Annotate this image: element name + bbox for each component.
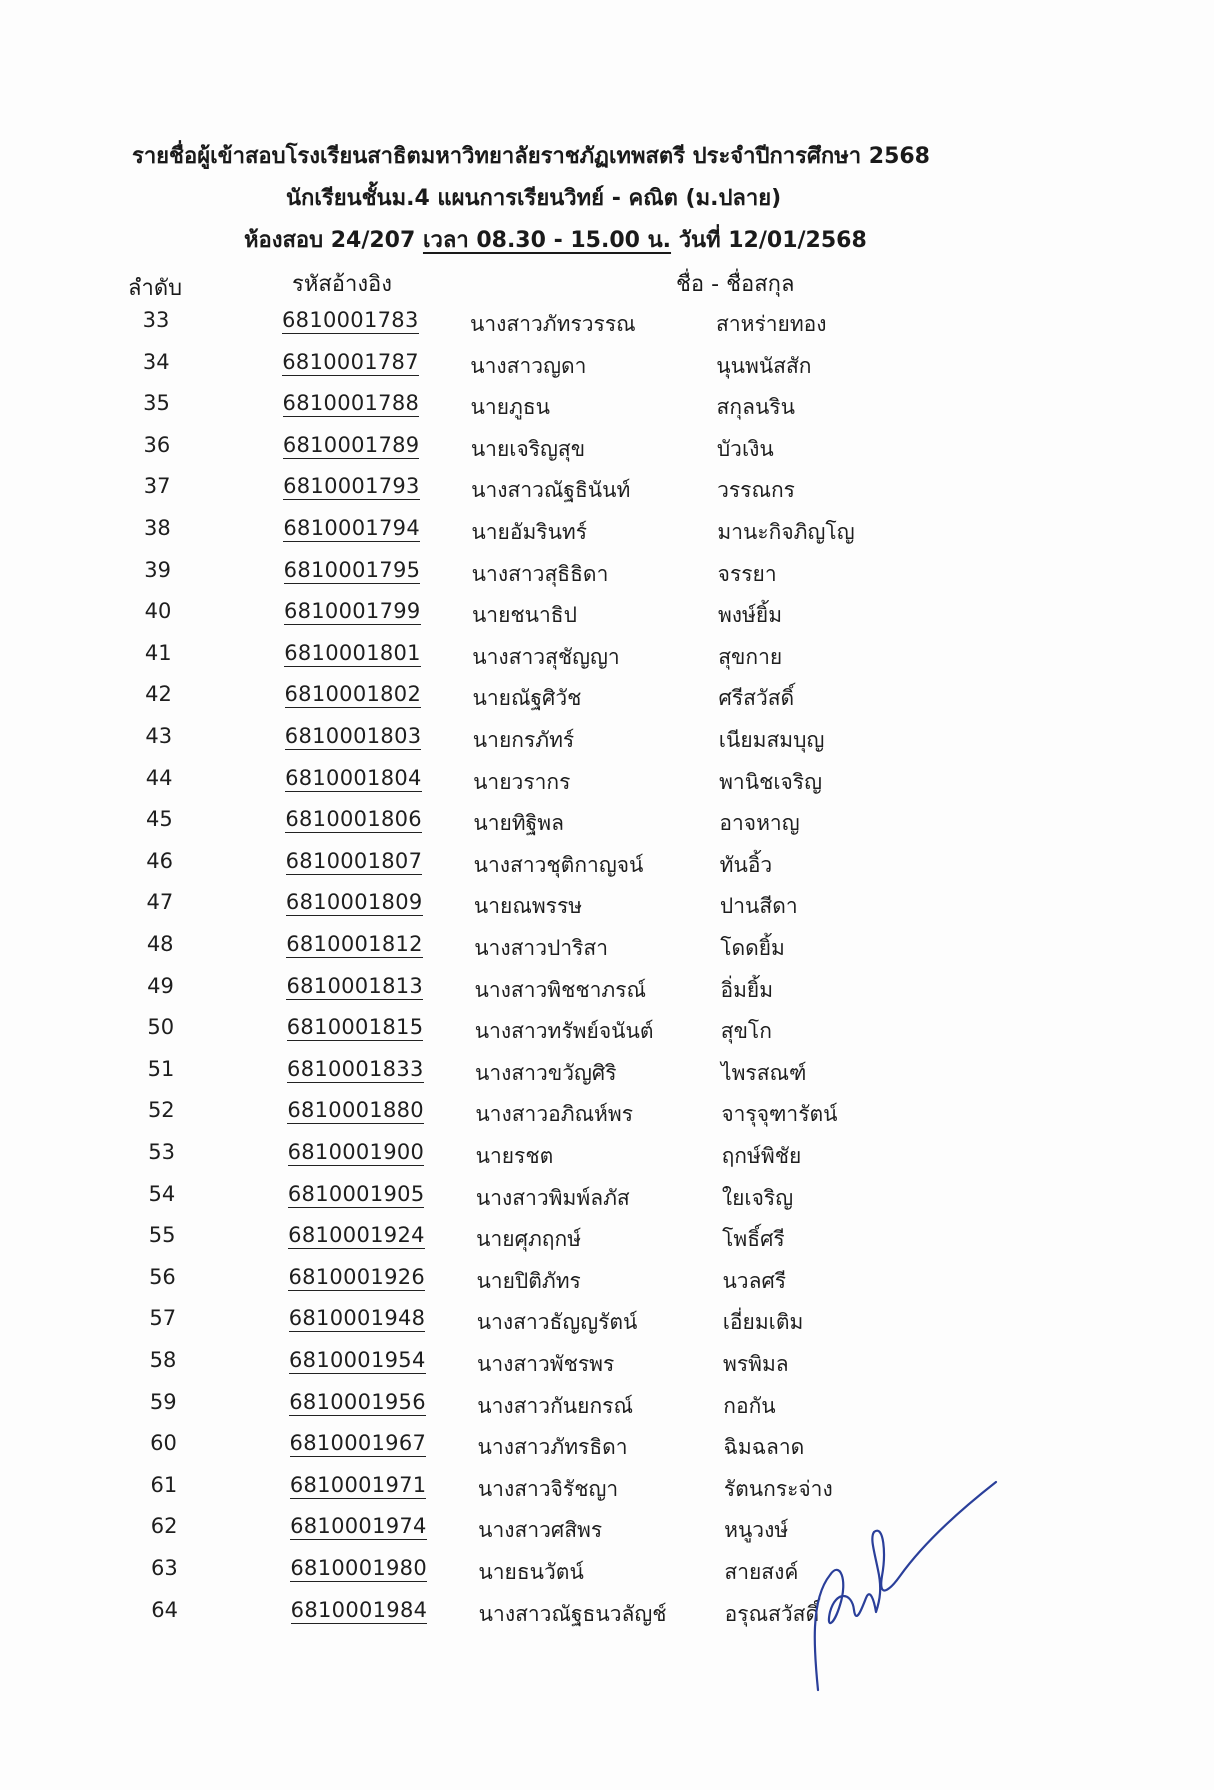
row-last-name: จรรยา xyxy=(717,561,777,586)
row-seq: 44 xyxy=(145,765,173,790)
row-seq: 52 xyxy=(147,1098,175,1123)
row-ref-code: 6810001924 xyxy=(288,1223,425,1248)
table-row xyxy=(0,599,1214,639)
row-seq: 64 xyxy=(151,1597,179,1622)
table-row xyxy=(0,1473,1214,1513)
row-ref-code: 6810001802 xyxy=(284,682,422,707)
row-seq: 62 xyxy=(150,1514,178,1539)
column-header-name: ชื่อ - ชื่อสกุล xyxy=(676,272,795,297)
row-first-name: นายเจริญสุข xyxy=(470,436,586,461)
row-last-name: นวลศรี xyxy=(722,1268,787,1293)
document-title: รายชื่อผู้เข้าสอบโรงเรียนสาธิตมหาวิทยาลัยราชภัฏเทพสตรี ประจำปีการศึกษา 2568 xyxy=(132,144,930,169)
row-last-name: ฤกษ์พิชัย xyxy=(721,1144,802,1168)
row-first-name: นายอัมรินทร์ xyxy=(471,520,588,544)
table-row xyxy=(0,1348,1214,1388)
row-first-name: นางสาวปาริสา xyxy=(474,936,609,960)
row-first-name: นายวรากร xyxy=(473,769,571,794)
row-ref-code: 6810001926 xyxy=(288,1264,426,1289)
table-row xyxy=(0,1265,1214,1305)
table-row xyxy=(0,641,1214,681)
row-ref-code: 6810001801 xyxy=(284,640,421,665)
exam-time: เวลา 08.30 - 15.00 น. xyxy=(422,228,672,253)
row-seq: 61 xyxy=(150,1472,178,1497)
row-last-name: พานิชเจริญ xyxy=(719,769,822,794)
row-last-name: สาหร่ายทอง xyxy=(716,312,827,336)
row-seq: 54 xyxy=(148,1181,176,1206)
table-row xyxy=(0,1098,1214,1138)
row-seq: 57 xyxy=(149,1306,177,1331)
row-last-name: ไพรสณฑ์ xyxy=(721,1060,807,1085)
row-first-name: นางสาวศสิพร xyxy=(478,1518,603,1543)
row-ref-code: 6810001971 xyxy=(289,1472,427,1497)
row-last-name: วรรณกร xyxy=(717,478,795,503)
table-row xyxy=(0,1306,1214,1346)
table-row xyxy=(0,849,1214,889)
row-seq: 55 xyxy=(148,1223,176,1248)
row-first-name: นางสาวพัชรพร xyxy=(477,1352,615,1376)
row-first-name: นางสาวภัทรธิดา xyxy=(477,1435,628,1460)
row-last-name: อรุณสวัสดิ์ xyxy=(724,1601,820,1626)
table-row xyxy=(0,474,1214,514)
row-last-name: อิ่มยิ้ม xyxy=(720,977,774,1002)
row-first-name: นายปิติภัทร xyxy=(476,1268,581,1293)
row-ref-code: 6810001948 xyxy=(288,1306,426,1331)
row-first-name: นางสาวทรัพย์จนันต์ xyxy=(474,1019,654,1044)
row-ref-code: 6810001794 xyxy=(283,516,420,540)
row-last-name: พรพิมล xyxy=(723,1352,789,1376)
row-ref-code: 6810001813 xyxy=(286,973,424,998)
table-row xyxy=(0,433,1214,473)
row-last-name: มานะกิจภิญโญ xyxy=(717,520,855,544)
row-first-name: นายศุภฤกษ์ xyxy=(476,1227,582,1252)
table-row xyxy=(0,350,1214,390)
row-ref-code: 6810001980 xyxy=(290,1556,427,1580)
row-seq: 51 xyxy=(147,1056,175,1081)
exam-room: ห้องสอบ 24/207 xyxy=(244,228,423,253)
row-seq: 56 xyxy=(149,1264,176,1289)
row-ref-code: 6810001880 xyxy=(287,1098,424,1123)
row-seq: 33 xyxy=(142,308,170,332)
row-ref-code: 6810001789 xyxy=(282,432,420,457)
row-first-name: นางสาวพิมพ์ลภัส xyxy=(475,1185,630,1210)
row-first-name: นางสาวญดา xyxy=(470,353,587,378)
row-first-name: นางสาวณัฐธินันท์ xyxy=(471,478,631,503)
row-seq: 49 xyxy=(147,973,174,998)
row-last-name: อาจหาญ xyxy=(719,811,800,836)
row-last-name: ศรีสวัสดิ์ xyxy=(718,686,795,711)
row-first-name: นางสาวจิรัชญา xyxy=(477,1476,619,1501)
table-row xyxy=(0,1390,1214,1430)
row-first-name: นายกรภัทร์ xyxy=(472,728,575,752)
table-row xyxy=(0,807,1214,847)
row-ref-code: 6810001956 xyxy=(289,1389,426,1414)
row-first-name: นายณัฐศิวัช xyxy=(472,686,582,711)
row-last-name: เอี่ยมเติม xyxy=(722,1310,804,1335)
row-last-name: ทันอิ้ว xyxy=(719,852,773,877)
row-seq: 42 xyxy=(145,682,172,707)
table-row xyxy=(0,391,1214,431)
row-seq: 59 xyxy=(149,1389,177,1414)
table-row xyxy=(0,724,1214,764)
row-seq: 50 xyxy=(147,1015,175,1040)
row-ref-code: 6810001788 xyxy=(282,391,420,416)
table-row xyxy=(0,516,1214,556)
row-seq: 38 xyxy=(144,516,171,540)
table-row xyxy=(0,766,1214,806)
row-last-name: พงษ์ยิ้ม xyxy=(717,603,783,628)
row-first-name: นางสาวชุติกาญจน์ xyxy=(473,852,644,877)
row-last-name: กอกัน xyxy=(723,1393,776,1418)
table-row xyxy=(0,1140,1214,1180)
row-ref-code: 6810001954 xyxy=(289,1348,426,1372)
column-header-seq: ลำดับ xyxy=(128,276,183,301)
row-ref-code: 6810001809 xyxy=(285,890,423,915)
row-seq: 40 xyxy=(144,599,172,624)
row-last-name: นุนพนัสสัก xyxy=(716,353,812,378)
row-ref-code: 6810001807 xyxy=(285,848,423,873)
row-last-name: ใยเจริญ xyxy=(721,1185,794,1210)
row-seq: 43 xyxy=(145,724,173,748)
table-row xyxy=(0,890,1214,930)
table-row xyxy=(0,974,1214,1014)
row-last-name: บัวเงิน xyxy=(716,436,774,461)
table-row xyxy=(0,682,1214,722)
row-ref-code: 6810001984 xyxy=(290,1597,428,1622)
table-row xyxy=(0,1514,1214,1554)
column-header-ref: รหัสอ้างอิง xyxy=(292,272,393,297)
row-first-name: นางสาวขวัญศิริ xyxy=(475,1060,617,1085)
exam-date: วันที่ 12/01/2568 xyxy=(671,228,867,253)
row-seq: 39 xyxy=(144,557,172,582)
row-first-name: นางสาวณัฐธนวลัญช์ xyxy=(478,1601,667,1626)
row-seq: 41 xyxy=(144,640,172,665)
row-last-name: สายสงค์ xyxy=(724,1560,799,1584)
row-ref-code: 6810001833 xyxy=(287,1056,424,1081)
table-row xyxy=(0,308,1214,348)
document-subtitle: นักเรียนชั้นม.4 แผนการเรียนวิทย์ - คณิต (ม.ปลาย) xyxy=(286,186,782,211)
row-last-name: โพธิ์ศรี xyxy=(722,1227,785,1252)
row-first-name: นายณพรรษ xyxy=(473,894,583,919)
row-first-name: นางสาวสุชัญญา xyxy=(472,644,620,669)
row-first-name: นายรชต xyxy=(475,1144,554,1168)
table-row xyxy=(0,1556,1214,1596)
row-seq: 58 xyxy=(149,1348,177,1372)
table-row xyxy=(0,1431,1214,1471)
row-last-name: ฉิมฉลาด xyxy=(723,1435,805,1460)
row-first-name: นางสาวกันยกรณ์ xyxy=(477,1393,633,1418)
row-last-name: จารุจุฑารัตน์ xyxy=(721,1102,838,1127)
row-seq: 47 xyxy=(146,890,174,915)
row-last-name: สุขโก xyxy=(720,1019,772,1044)
row-last-name: เนียมสมบุญ xyxy=(718,728,825,752)
row-ref-code: 6810001900 xyxy=(287,1140,425,1164)
table-row xyxy=(0,1598,1214,1638)
row-ref-code: 6810001803 xyxy=(284,724,422,748)
row-first-name: นางสาวสุธิธิดา xyxy=(471,561,609,586)
row-last-name: รัตนกระจ่าง xyxy=(723,1476,833,1501)
row-last-name: สุขกาย xyxy=(718,644,783,669)
row-ref-code: 6810001974 xyxy=(290,1514,427,1539)
row-ref-code: 6810001967 xyxy=(289,1431,427,1456)
row-ref-code: 6810001806 xyxy=(285,807,422,832)
table-row xyxy=(0,1182,1214,1222)
signature xyxy=(800,1480,1010,1700)
row-seq: 45 xyxy=(145,807,173,832)
row-seq: 37 xyxy=(143,474,171,499)
row-ref-code: 6810001905 xyxy=(287,1181,425,1206)
row-first-name: นางสาวธัญญรัตน์ xyxy=(476,1310,638,1335)
row-first-name: นางสาวพิชชาภรณ์ xyxy=(474,977,647,1002)
table-row xyxy=(0,932,1214,972)
row-seq: 53 xyxy=(148,1140,175,1164)
row-seq: 36 xyxy=(143,432,171,457)
row-seq: 35 xyxy=(143,391,170,416)
row-first-name: นายทิฐิพล xyxy=(473,811,564,836)
row-ref-code: 6810001799 xyxy=(283,599,421,624)
row-seq: 48 xyxy=(146,932,174,956)
row-first-name: นางสาวภัทรวรรณ xyxy=(470,312,636,336)
row-ref-code: 6810001793 xyxy=(283,474,420,499)
row-first-name: นายธนวัตน์ xyxy=(478,1560,584,1584)
row-seq: 46 xyxy=(146,848,173,873)
row-ref-code: 6810001795 xyxy=(283,557,421,582)
row-seq: 63 xyxy=(151,1556,178,1580)
row-last-name: หนูวงษ์ xyxy=(724,1518,789,1543)
row-last-name: สกุลนริน xyxy=(716,395,795,420)
row-first-name: นายภูธน xyxy=(470,395,551,420)
row-ref-code: 6810001783 xyxy=(282,308,419,332)
row-ref-code: 6810001804 xyxy=(285,765,422,790)
table-row xyxy=(0,1223,1214,1263)
row-first-name: นายชนาธิป xyxy=(471,603,577,628)
table-row xyxy=(0,1057,1214,1097)
row-last-name: โดดยิ้ม xyxy=(720,936,785,960)
row-ref-code: 6810001812 xyxy=(286,932,423,956)
table-row xyxy=(0,558,1214,598)
row-ref-code: 6810001815 xyxy=(286,1015,424,1040)
row-first-name: นางสาวอภิณห์พร xyxy=(475,1102,634,1127)
row-seq: 34 xyxy=(142,349,170,374)
row-ref-code: 6810001787 xyxy=(282,349,419,374)
row-last-name: ปานสีดา xyxy=(719,894,798,919)
table-row xyxy=(0,1015,1214,1055)
row-seq: 60 xyxy=(150,1431,177,1456)
exam-room-line xyxy=(244,222,867,257)
